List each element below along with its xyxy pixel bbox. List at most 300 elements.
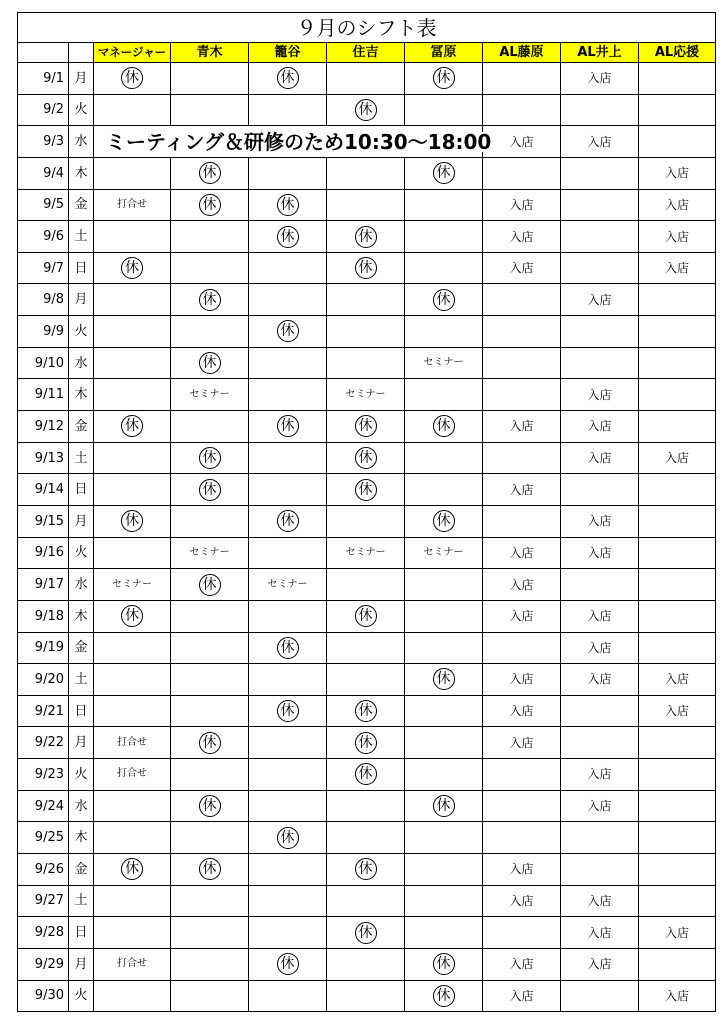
shift-cell	[483, 126, 561, 158]
weekday-cell: 水	[69, 126, 94, 158]
shift-value: 入店	[587, 419, 612, 434]
shift-cell	[405, 854, 483, 886]
date-cell: 9/28	[18, 917, 69, 949]
shift-cell	[94, 601, 171, 633]
date-cell: 9/1	[18, 63, 69, 95]
shift-cell	[561, 664, 639, 696]
shift-cell	[249, 95, 327, 127]
shift-cell	[639, 633, 716, 665]
shift-cell	[639, 696, 716, 728]
date-cell: 9/10	[18, 348, 69, 380]
shift-cell	[405, 981, 483, 1013]
shift-cell	[405, 284, 483, 316]
weekday-cell: 火	[69, 981, 94, 1013]
shift-cell	[327, 981, 405, 1013]
shift-cell	[94, 284, 171, 316]
shift-cell	[249, 759, 327, 791]
date-cell: 9/15	[18, 506, 69, 538]
shift-cell	[94, 664, 171, 696]
shift-value: 入店	[587, 134, 612, 149]
shift-cell	[327, 949, 405, 981]
shift-cell	[327, 664, 405, 696]
shift-cell	[405, 379, 483, 411]
date-cell: 9/26	[18, 854, 69, 886]
shift-value: 入店	[587, 925, 612, 940]
column-header-kagoya: 籠谷	[249, 43, 327, 63]
shift-cell	[561, 569, 639, 601]
weekday-cell: 金	[69, 411, 94, 443]
date-cell: 9/7	[18, 253, 69, 285]
shift-cell	[405, 506, 483, 538]
shift-cell	[327, 348, 405, 380]
shift-cell	[94, 474, 171, 506]
shift-cell	[483, 727, 561, 759]
shift-table	[17, 12, 716, 1012]
shift-cell	[561, 158, 639, 190]
shift-cell	[639, 443, 716, 475]
shift-cell	[639, 253, 716, 285]
shift-cell	[561, 253, 639, 285]
shift-cell	[249, 190, 327, 222]
shift-value: 入店	[664, 925, 689, 940]
shift-cell	[171, 727, 249, 759]
date-cell: 9/13	[18, 443, 69, 475]
day-off-mark: 休	[433, 795, 455, 817]
shift-cell	[561, 411, 639, 443]
shift-cell	[327, 886, 405, 918]
shift-cell	[405, 253, 483, 285]
shift-cell	[561, 633, 639, 665]
shift-cell	[639, 190, 716, 222]
shift-cell	[327, 822, 405, 854]
sheet-title: ９月のシフト表	[18, 13, 716, 43]
shift-cell	[249, 443, 327, 475]
date-cell: 9/5	[18, 190, 69, 222]
day-off-mark: 休	[433, 289, 455, 311]
weekday-cell: 木	[69, 822, 94, 854]
day-off-mark: 休	[121, 67, 143, 89]
shift-cell	[94, 443, 171, 475]
shift-cell	[327, 601, 405, 633]
day-off-mark: 休	[199, 289, 221, 311]
shift-cell	[249, 822, 327, 854]
shift-value: 入店	[509, 735, 534, 750]
shift-value: 入店	[587, 451, 612, 465]
date-cell: 9/17	[18, 569, 69, 601]
column-header-sumiyoshi: 住吉	[327, 43, 405, 63]
shift-cell	[561, 316, 639, 348]
shift-cell	[94, 696, 171, 728]
shift-cell	[94, 158, 171, 190]
day-off-mark: 休	[433, 67, 455, 89]
shift-cell	[327, 284, 405, 316]
shift-cell	[483, 379, 561, 411]
shift-cell	[171, 759, 249, 791]
shift-cell	[94, 854, 171, 886]
shift-cell	[249, 854, 327, 886]
shift-cell	[483, 696, 561, 728]
weekday-cell: 木	[69, 601, 94, 633]
shift-cell	[327, 854, 405, 886]
shift-cell	[639, 316, 716, 348]
shift-cell	[405, 696, 483, 728]
day-off-mark: 休	[199, 732, 221, 754]
day-off-mark: 休	[199, 162, 221, 184]
weekday-cell: 日	[69, 696, 94, 728]
shift-cell	[249, 411, 327, 443]
shift-value: 入店	[509, 419, 534, 434]
shift-cell	[249, 284, 327, 316]
shift-cell	[94, 63, 171, 95]
day-off-mark: 休	[277, 194, 299, 216]
shift-value: セミナー	[189, 546, 230, 558]
shift-cell	[94, 538, 171, 570]
shift-cell	[249, 538, 327, 570]
shift-cell	[639, 917, 716, 949]
shift-cell	[483, 601, 561, 633]
weekday-cell: 土	[69, 664, 94, 696]
shift-cell	[249, 727, 327, 759]
shift-cell	[249, 949, 327, 981]
shift-cell	[94, 95, 171, 127]
shift-cell	[327, 474, 405, 506]
day-off-mark: 休	[277, 415, 299, 437]
shift-cell	[327, 569, 405, 601]
shift-cell	[94, 379, 171, 411]
weekday-cell: 日	[69, 253, 94, 285]
shift-cell	[561, 696, 639, 728]
shift-value: セミナー	[267, 578, 308, 590]
shift-value: 入店	[509, 957, 534, 972]
shift-cell	[249, 917, 327, 949]
shift-cell	[483, 822, 561, 854]
shift-value: 入店	[587, 609, 612, 624]
shift-cell	[639, 727, 716, 759]
shift-cell	[327, 727, 405, 759]
weekday-cell: 日	[69, 917, 94, 949]
shift-value: 入店	[587, 71, 612, 86]
day-off-mark: 休	[277, 67, 299, 89]
shift-cell	[639, 158, 716, 190]
shift-value: 打合せ	[117, 768, 147, 780]
date-cell: 9/21	[18, 696, 69, 728]
shift-cell	[171, 221, 249, 253]
shift-cell	[249, 696, 327, 728]
shift-cell	[171, 854, 249, 886]
shift-cell	[483, 316, 561, 348]
shift-cell	[327, 63, 405, 95]
shift-value: セミナー	[345, 388, 386, 400]
shift-value: 入店	[587, 640, 612, 655]
day-off-mark: 休	[355, 700, 377, 722]
shift-cell	[561, 759, 639, 791]
day-off-mark: 休	[121, 510, 143, 532]
day-off-mark: 休	[199, 858, 221, 880]
shift-cell	[171, 886, 249, 918]
shift-cell	[171, 443, 249, 475]
shift-cell	[327, 253, 405, 285]
day-off-mark: 休	[199, 352, 221, 374]
shift-cell	[561, 126, 639, 158]
shift-cell	[483, 284, 561, 316]
shift-cell	[639, 506, 716, 538]
weekday-cell: 水	[69, 348, 94, 380]
shift-cell	[327, 506, 405, 538]
shift-cell	[561, 379, 639, 411]
shift-cell	[639, 664, 716, 696]
day-off-mark: 休	[199, 194, 221, 216]
date-cell: 9/14	[18, 474, 69, 506]
date-cell: 9/23	[18, 759, 69, 791]
shift-cell	[249, 253, 327, 285]
shift-cell	[327, 917, 405, 949]
shift-cell	[249, 506, 327, 538]
shift-cell	[94, 759, 171, 791]
shift-cell	[171, 411, 249, 443]
day-off-mark: 休	[433, 668, 455, 690]
day-off-mark: 休	[433, 162, 455, 184]
day-off-mark: 休	[199, 795, 221, 817]
shift-value: 入店	[509, 672, 534, 687]
shift-cell	[483, 411, 561, 443]
shift-cell	[171, 633, 249, 665]
shift-cell	[639, 379, 716, 411]
shift-cell	[249, 633, 327, 665]
shift-value: 入店	[587, 514, 612, 529]
shift-value: 入店	[587, 893, 612, 908]
weekday-cell: 月	[69, 284, 94, 316]
day-off-mark: 休	[355, 922, 377, 944]
shift-cell	[483, 158, 561, 190]
shift-value: 入店	[509, 862, 534, 877]
day-off-mark: 休	[355, 257, 377, 279]
shift-value: セミナー	[423, 546, 464, 558]
column-header-weekday	[69, 43, 94, 63]
shift-cell	[327, 633, 405, 665]
shift-cell	[483, 791, 561, 823]
shift-cell	[405, 316, 483, 348]
shift-cell	[94, 917, 171, 949]
shift-value: 入店	[509, 704, 534, 719]
shift-cell	[405, 601, 483, 633]
date-cell: 9/3	[18, 126, 69, 158]
date-cell: 9/9	[18, 316, 69, 348]
shift-cell	[249, 348, 327, 380]
shift-cell	[94, 316, 171, 348]
shift-cell	[249, 221, 327, 253]
shift-cell	[249, 791, 327, 823]
shift-cell	[405, 759, 483, 791]
shift-cell	[171, 664, 249, 696]
day-off-mark: 休	[121, 858, 143, 880]
weekday-cell: 木	[69, 379, 94, 411]
shift-value: 入店	[587, 957, 612, 972]
shift-cell	[639, 474, 716, 506]
shift-cell	[561, 822, 639, 854]
shift-value: 入店	[587, 292, 612, 307]
shift-cell	[171, 190, 249, 222]
weekday-cell: 月	[69, 727, 94, 759]
shift-cell	[249, 981, 327, 1013]
shift-cell	[405, 221, 483, 253]
date-cell: 9/25	[18, 822, 69, 854]
shift-cell	[171, 316, 249, 348]
shift-value: 入店	[664, 988, 689, 1003]
shift-cell	[327, 443, 405, 475]
shift-cell	[94, 981, 171, 1013]
shift-cell	[561, 886, 639, 918]
shift-cell	[405, 822, 483, 854]
shift-cell	[94, 253, 171, 285]
shift-cell	[483, 569, 561, 601]
shift-value: 打合せ	[117, 198, 147, 210]
date-cell: 9/30	[18, 981, 69, 1013]
day-off-mark: 休	[433, 953, 455, 975]
shift-value: セミナー	[423, 357, 464, 369]
shift-cell	[483, 221, 561, 253]
column-header-aoki: 青木	[171, 43, 249, 63]
shift-cell	[327, 538, 405, 570]
shift-cell	[405, 538, 483, 570]
weekday-cell: 金	[69, 190, 94, 222]
shift-cell	[639, 601, 716, 633]
shift-value: 入店	[509, 893, 534, 908]
shift-cell	[639, 949, 716, 981]
shift-cell	[639, 791, 716, 823]
shift-value: 入店	[587, 387, 612, 402]
day-off-mark: 休	[433, 985, 455, 1007]
shift-value: 入店	[664, 261, 689, 276]
shift-cell	[405, 411, 483, 443]
shift-cell	[249, 379, 327, 411]
shift-cell	[483, 348, 561, 380]
shift-cell	[249, 63, 327, 95]
shift-cell	[94, 633, 171, 665]
shift-cell	[483, 190, 561, 222]
shift-cell	[327, 696, 405, 728]
day-off-mark: 休	[121, 605, 143, 627]
shift-cell	[94, 791, 171, 823]
shift-cell	[483, 253, 561, 285]
shift-value: 入店	[664, 197, 689, 212]
shift-cell	[171, 284, 249, 316]
date-cell: 9/22	[18, 727, 69, 759]
shift-cell	[639, 63, 716, 95]
shift-cell	[561, 981, 639, 1013]
shift-cell	[171, 95, 249, 127]
shift-cell	[483, 506, 561, 538]
column-header-al-inoue: AL井上	[561, 43, 639, 63]
weekday-cell: 水	[69, 791, 94, 823]
shift-cell	[561, 949, 639, 981]
day-off-mark: 休	[199, 574, 221, 596]
shift-cell	[639, 284, 716, 316]
weekday-cell: 金	[69, 854, 94, 886]
shift-cell	[405, 949, 483, 981]
shift-cell	[171, 949, 249, 981]
shift-cell	[561, 474, 639, 506]
shift-cell	[327, 379, 405, 411]
shift-value: 入店	[509, 545, 534, 560]
shift-cell	[561, 917, 639, 949]
day-off-mark: 休	[121, 415, 143, 437]
shift-cell	[94, 949, 171, 981]
shift-cell	[249, 569, 327, 601]
shift-cell	[171, 791, 249, 823]
shift-cell	[171, 538, 249, 570]
shift-value: 入店	[509, 577, 534, 592]
shift-value: 入店	[664, 672, 689, 687]
shift-cell	[405, 95, 483, 127]
meeting-note: ミーティング＆研修のため10:30〜18:00	[106, 129, 492, 154]
day-off-mark: 休	[121, 257, 143, 279]
shift-cell	[94, 506, 171, 538]
column-header-al-fujiwara: AL藤原	[483, 43, 561, 63]
date-cell: 9/4	[18, 158, 69, 190]
shift-cell	[249, 601, 327, 633]
shift-cell	[94, 727, 171, 759]
weekday-cell: 月	[69, 506, 94, 538]
shift-cell	[405, 190, 483, 222]
shift-value: 入店	[664, 229, 689, 244]
shift-value: 入店	[587, 545, 612, 560]
date-cell: 9/2	[18, 95, 69, 127]
shift-cell	[639, 822, 716, 854]
shift-value: 入店	[664, 704, 689, 719]
shift-cell	[171, 348, 249, 380]
shift-cell	[561, 443, 639, 475]
date-cell: 9/20	[18, 664, 69, 696]
shift-cell	[405, 63, 483, 95]
day-off-mark: 休	[433, 415, 455, 437]
weekday-cell: 金	[69, 633, 94, 665]
shift-value: 入店	[509, 609, 534, 624]
shift-cell	[171, 569, 249, 601]
shift-cell	[171, 474, 249, 506]
shift-cell	[483, 664, 561, 696]
shift-cell	[561, 190, 639, 222]
shift-cell	[561, 348, 639, 380]
shift-cell	[561, 506, 639, 538]
shift-cell	[561, 221, 639, 253]
column-header-al-support: AL応援	[639, 43, 716, 63]
shift-cell	[639, 411, 716, 443]
shift-cell	[94, 822, 171, 854]
shift-cell	[639, 886, 716, 918]
shift-cell	[249, 474, 327, 506]
shift-cell	[483, 63, 561, 95]
shift-value: 打合せ	[117, 958, 147, 970]
shift-cell	[94, 569, 171, 601]
weekday-cell: 土	[69, 886, 94, 918]
shift-cell	[405, 791, 483, 823]
date-cell: 9/24	[18, 791, 69, 823]
shift-cell	[483, 474, 561, 506]
shift-value: 入店	[664, 166, 689, 181]
shift-value: 打合せ	[117, 736, 147, 748]
shift-value: 入店	[509, 261, 534, 276]
shift-cell	[483, 538, 561, 570]
shift-value: セミナー	[112, 578, 152, 590]
day-off-mark: 休	[277, 953, 299, 975]
shift-cell	[405, 664, 483, 696]
shift-cell	[405, 917, 483, 949]
date-cell: 9/8	[18, 284, 69, 316]
shift-value: 入店	[509, 482, 534, 497]
shift-value: 入店	[664, 451, 689, 465]
day-off-mark: 休	[355, 226, 377, 248]
day-off-mark: 休	[277, 226, 299, 248]
